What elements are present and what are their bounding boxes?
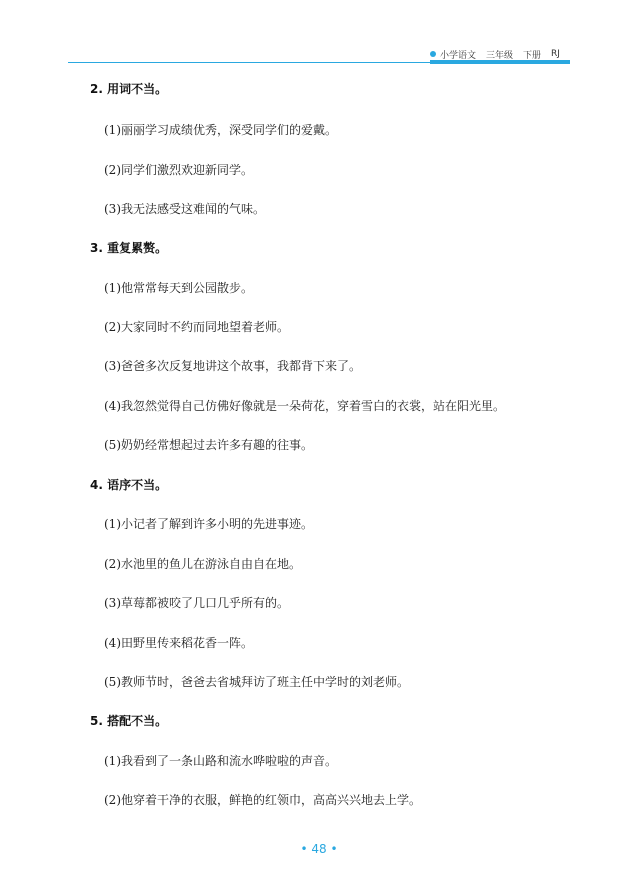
list-item: (2)大家同时不约而同地望着老师。 — [104, 320, 289, 334]
list-item: (3)爸爸多次反复地讲这个故事，我都背下来了。 — [104, 359, 361, 373]
list-item: (3)草莓都被咬了几口几乎所有的。 — [104, 596, 289, 610]
list-item: (2)他穿着干净的衣服，鲜艳的红领巾，高高兴兴地去上学。 — [104, 793, 422, 807]
header-edition: RJ — [551, 49, 560, 59]
header-volume: 下册 — [523, 50, 542, 61]
list-item: (1)丽丽学习成绩优秀，深受同学们的爱戴。 — [104, 123, 337, 137]
header-grade: 三年级 — [486, 50, 514, 61]
page-number: • 48 • — [300, 842, 338, 856]
list-item: (3)我无法感受这难闻的气味。 — [104, 202, 265, 216]
header-subject: 小学语文 — [440, 50, 477, 61]
list-item: (2)水池里的鱼儿在游泳自由自在地。 — [104, 557, 301, 571]
list-item: (4)我忽然觉得自己仿佛好像就是一朵荷花，穿着雪白的衣裳，站在阳光里。 — [104, 399, 506, 413]
list-item: (1)他常常每天到公园散步。 — [104, 281, 253, 295]
list-item: (1)我看到了一条山路和流水哗啦啦的声音。 — [104, 754, 337, 768]
section-heading: 5. 搭配不当。 — [90, 714, 168, 728]
section-heading: 2. 用词不当。 — [90, 82, 168, 96]
section-heading: 3. 重复累赘。 — [90, 241, 168, 255]
list-item: (1)小记者了解到许多小明的先进事迹。 — [104, 517, 313, 531]
list-item: (4)田野里传来稻花香一阵。 — [104, 636, 253, 650]
list-item: (5)教师节时，爸爸去省城拜访了班主任中学时的刘老师。 — [104, 675, 410, 689]
list-item: (5)奶奶经常想起过去许多有趣的往事。 — [104, 438, 313, 452]
list-item: (2)同学们激烈欢迎新同学。 — [104, 163, 253, 177]
section-heading: 4. 语序不当。 — [90, 478, 168, 492]
